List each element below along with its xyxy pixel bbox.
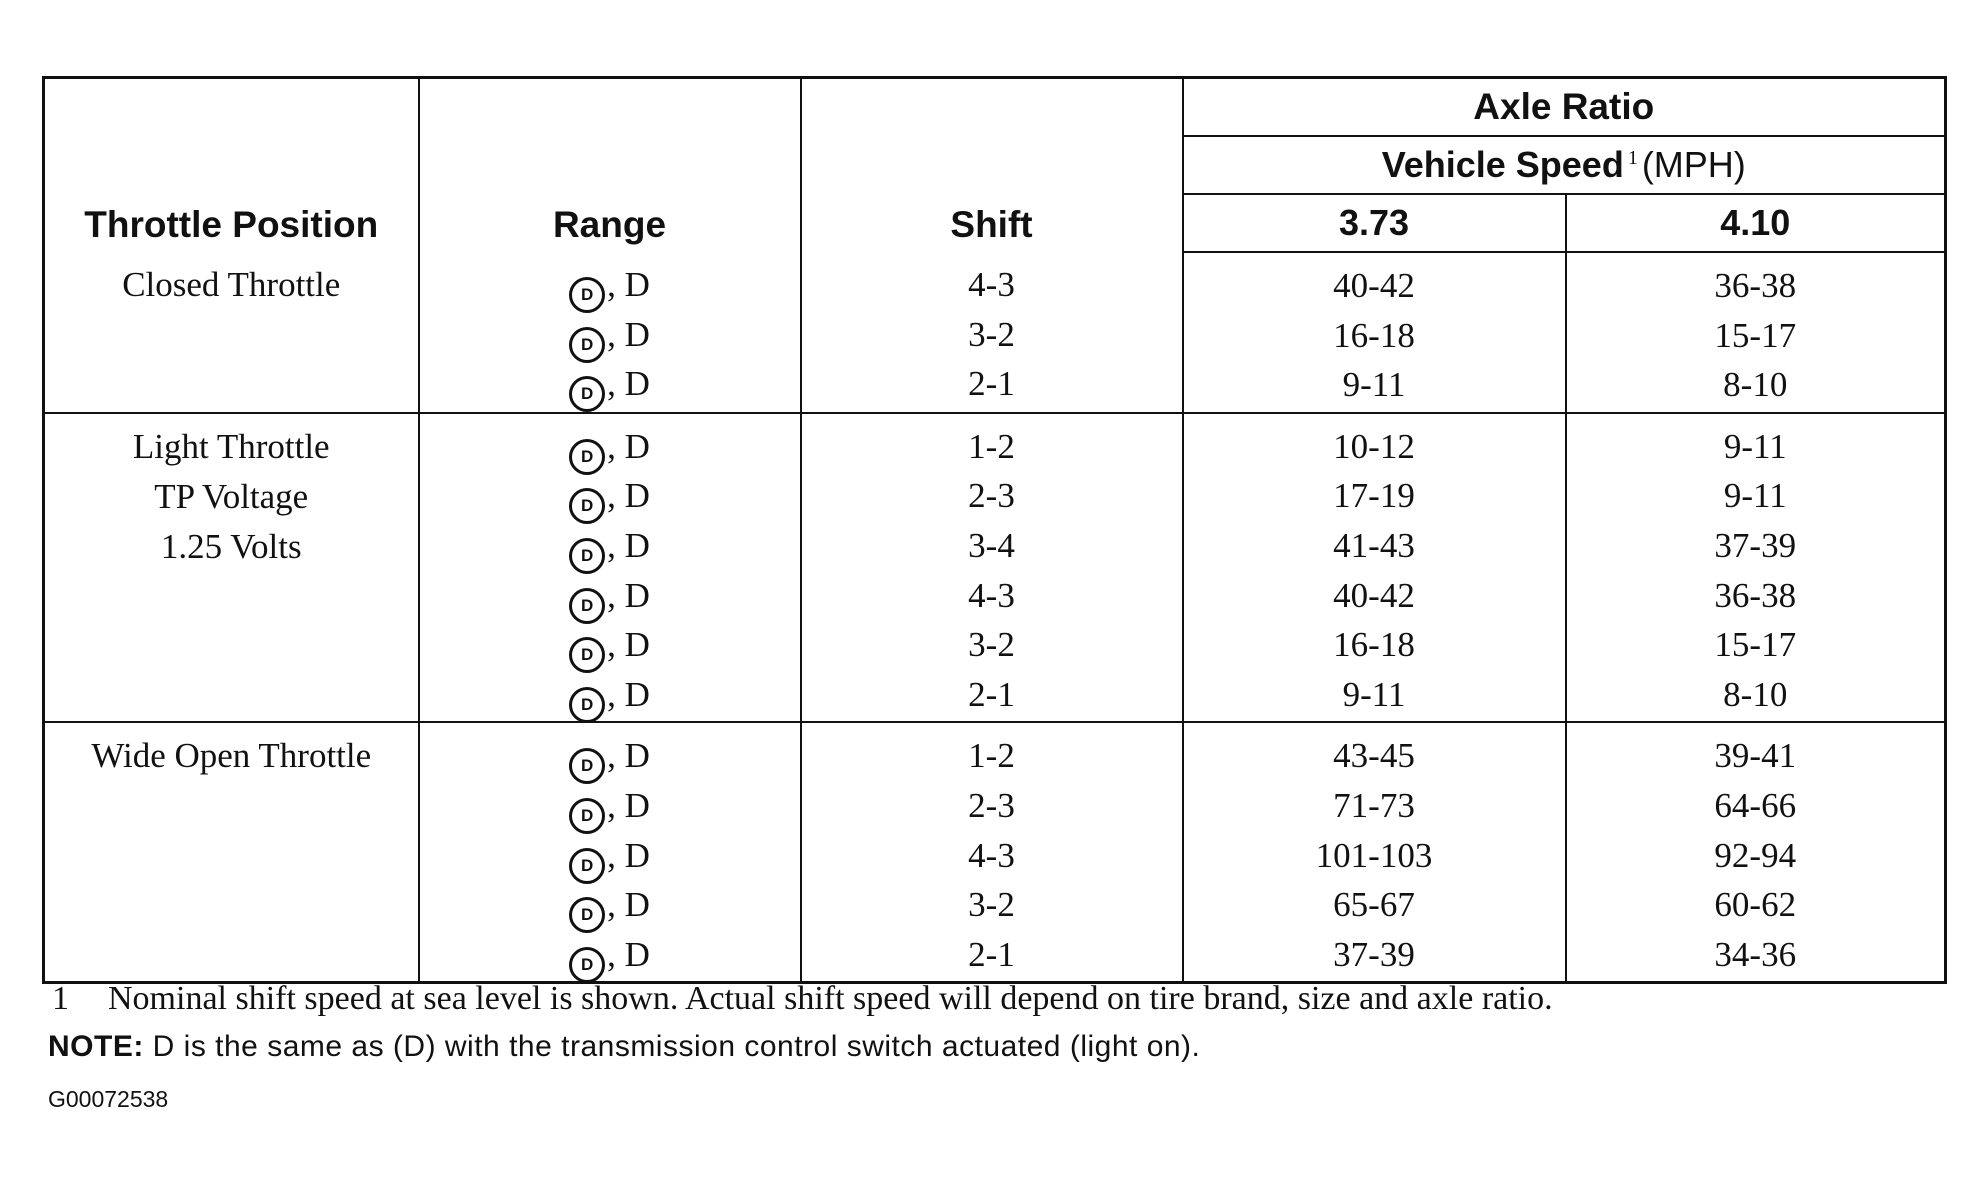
speed-410-value: 15-17: [1714, 625, 1797, 665]
speed-373-value: 16-18: [1333, 625, 1415, 665]
circled-d-icon: D: [569, 538, 605, 574]
shift-value: 2-3: [968, 476, 1015, 516]
footnote: [52, 980, 1553, 1018]
speed-373-cell: [1183, 722, 1566, 982]
speed-373-value: 40-42: [1333, 266, 1415, 305]
speed-410-value: 15-17: [1714, 315, 1797, 355]
range-value: [420, 471, 800, 521]
speed-373-value: 37-39: [1333, 934, 1415, 974]
range-value: [420, 930, 800, 980]
speed-373-cell: [1183, 252, 1566, 413]
shift-value: 3-2: [968, 885, 1015, 925]
speed-373-cell: [1183, 413, 1566, 723]
range-suffix: , D: [607, 265, 650, 304]
footnote-number: 1: [52, 980, 69, 1017]
speed-373-value: 10-12: [1333, 426, 1415, 466]
shift-speed-table: [42, 76, 1947, 984]
speed-410-value: 36-38: [1714, 266, 1797, 305]
shift-cell: [801, 413, 1183, 723]
throttle-position-cell: [44, 252, 419, 413]
range-value: [420, 521, 800, 571]
circled-d-icon: D: [569, 897, 605, 933]
circled-d-icon: D: [569, 748, 605, 784]
shift-value: 2-1: [968, 674, 1015, 714]
circled-d-icon: D: [569, 687, 605, 723]
throttle-position-cell: [44, 722, 419, 982]
speed-410-value: 64-66: [1714, 785, 1797, 825]
range-value: [420, 359, 800, 409]
vehicle-speed-label: Vehicle Speed: [1381, 144, 1624, 185]
circled-d-icon: D: [569, 588, 605, 624]
circled-d-icon: D: [569, 637, 605, 673]
circled-d-icon: D: [569, 848, 605, 884]
range-suffix: , D: [607, 785, 650, 825]
speed-410-cell: [1566, 252, 1946, 413]
range-value: [420, 422, 800, 472]
range-suffix: , D: [607, 525, 650, 565]
range-value: [420, 670, 800, 720]
shift-value: 4-3: [968, 575, 1015, 615]
range-suffix: , D: [607, 835, 650, 875]
speed-410-cell: [1566, 722, 1946, 982]
footnote-text: Nominal shift speed at sea level is shown. Actual shift speed will depend on tire brand, size and axle ratio.: [108, 980, 1553, 1017]
throttle-position-text: 1.25 Volts: [160, 526, 302, 566]
throttle-position-text: Light Throttle: [132, 426, 330, 466]
range-suffix: , D: [607, 934, 650, 974]
circled-d-icon: D: [569, 277, 605, 313]
range-suffix: , D: [607, 885, 650, 925]
speed-373-value: 101-103: [1315, 835, 1433, 875]
range-value: [420, 781, 800, 831]
circled-d-icon: D: [569, 488, 605, 524]
footnote-marker: 1: [1627, 147, 1638, 169]
range-value: [420, 260, 800, 310]
range-suffix: , D: [607, 736, 650, 776]
range-suffix: , D: [607, 314, 650, 354]
circled-d-icon: D: [569, 376, 605, 412]
range-cell: [419, 252, 801, 413]
range-suffix: , D: [607, 476, 650, 516]
header-ratio-410: 4.10: [1566, 194, 1946, 252]
speed-373-value: 17-19: [1333, 476, 1415, 516]
throttle-position-text: TP Voltage: [154, 476, 309, 516]
speed-410-cell: [1566, 413, 1946, 723]
shift-value: 2-1: [968, 364, 1015, 404]
throttle-position-cell: [44, 413, 419, 723]
range-value: [420, 310, 800, 360]
speed-373-value: 16-18: [1333, 315, 1415, 355]
range-value: [420, 620, 800, 670]
speed-410-value: 9-11: [1723, 476, 1787, 516]
range-suffix: , D: [607, 625, 650, 665]
shift-cell: [801, 252, 1183, 413]
header-shift: Shift: [801, 78, 1183, 253]
speed-373-value: 43-45: [1333, 736, 1415, 776]
speed-410-value: 9-11: [1723, 426, 1787, 466]
table-row: [44, 413, 1946, 723]
speed-410-value: 36-38: [1714, 575, 1797, 615]
speed-410-value: 37-39: [1714, 525, 1797, 565]
throttle-group: [44, 252, 1946, 413]
throttle-group: [44, 722, 1946, 982]
shift-value: 3-4: [968, 525, 1015, 565]
header-throttle-position: Throttle Position: [44, 78, 419, 253]
speed-373-value: 71-73: [1333, 785, 1415, 825]
range-value: [420, 880, 800, 930]
circled-d-icon: D: [569, 798, 605, 834]
figure-id: G00072538: [48, 1086, 169, 1112]
header-vehicle-speed: [1183, 136, 1946, 194]
circled-d-icon: D: [569, 439, 605, 475]
shift-value: 2-3: [968, 785, 1015, 825]
shift-value: 4-3: [968, 265, 1015, 304]
speed-373-value: 65-67: [1333, 885, 1415, 925]
range-value: [420, 831, 800, 881]
note-text: D is the same as (D) with the transmission control switch actuated (light on).: [143, 1030, 1201, 1063]
shift-value: 3-2: [968, 625, 1015, 665]
circled-d-icon: D: [569, 327, 605, 363]
circled-d-icon: D: [569, 947, 605, 983]
speed-373-value: 40-42: [1333, 575, 1415, 615]
shift-cell: [801, 722, 1183, 982]
throttle-position-text: Closed Throttle: [122, 265, 341, 304]
header-range: Range: [419, 78, 801, 253]
speed-410-value: 60-62: [1714, 885, 1797, 925]
range-value: [420, 731, 800, 781]
table-row: [44, 722, 1946, 982]
vehicle-speed-unit: (MPH): [1641, 144, 1746, 185]
note-label: NOTE:: [48, 1030, 144, 1063]
range-cell: [419, 413, 801, 723]
range-value: [420, 571, 800, 621]
table-row: [44, 252, 1946, 413]
speed-410-value: 39-41: [1714, 736, 1797, 776]
range-suffix: , D: [607, 364, 650, 404]
range-suffix: , D: [607, 575, 650, 615]
speed-410-value: 8-10: [1723, 365, 1788, 405]
header-ratio-373: 3.73: [1183, 194, 1566, 252]
speed-373-value: 9-11: [1342, 365, 1406, 405]
speed-410-value: 92-94: [1714, 835, 1797, 875]
speed-410-value: 34-36: [1714, 934, 1797, 974]
speed-410-value: 8-10: [1723, 674, 1788, 714]
speed-373-value: 41-43: [1333, 525, 1415, 565]
note: [48, 1030, 1200, 1064]
throttle-group: [44, 413, 1946, 723]
speed-373-value: 9-11: [1342, 674, 1406, 714]
shift-value: 3-2: [968, 314, 1015, 354]
shift-value: 1-2: [968, 736, 1015, 776]
range-cell: [419, 722, 801, 982]
range-suffix: , D: [607, 674, 650, 714]
header-axle-ratio: Axle Ratio: [1183, 78, 1946, 137]
range-suffix: , D: [607, 426, 650, 466]
throttle-position-text: Wide Open Throttle: [91, 736, 372, 776]
shift-value: 4-3: [968, 835, 1015, 875]
shift-value: 2-1: [968, 934, 1015, 974]
shift-value: 1-2: [968, 426, 1015, 466]
